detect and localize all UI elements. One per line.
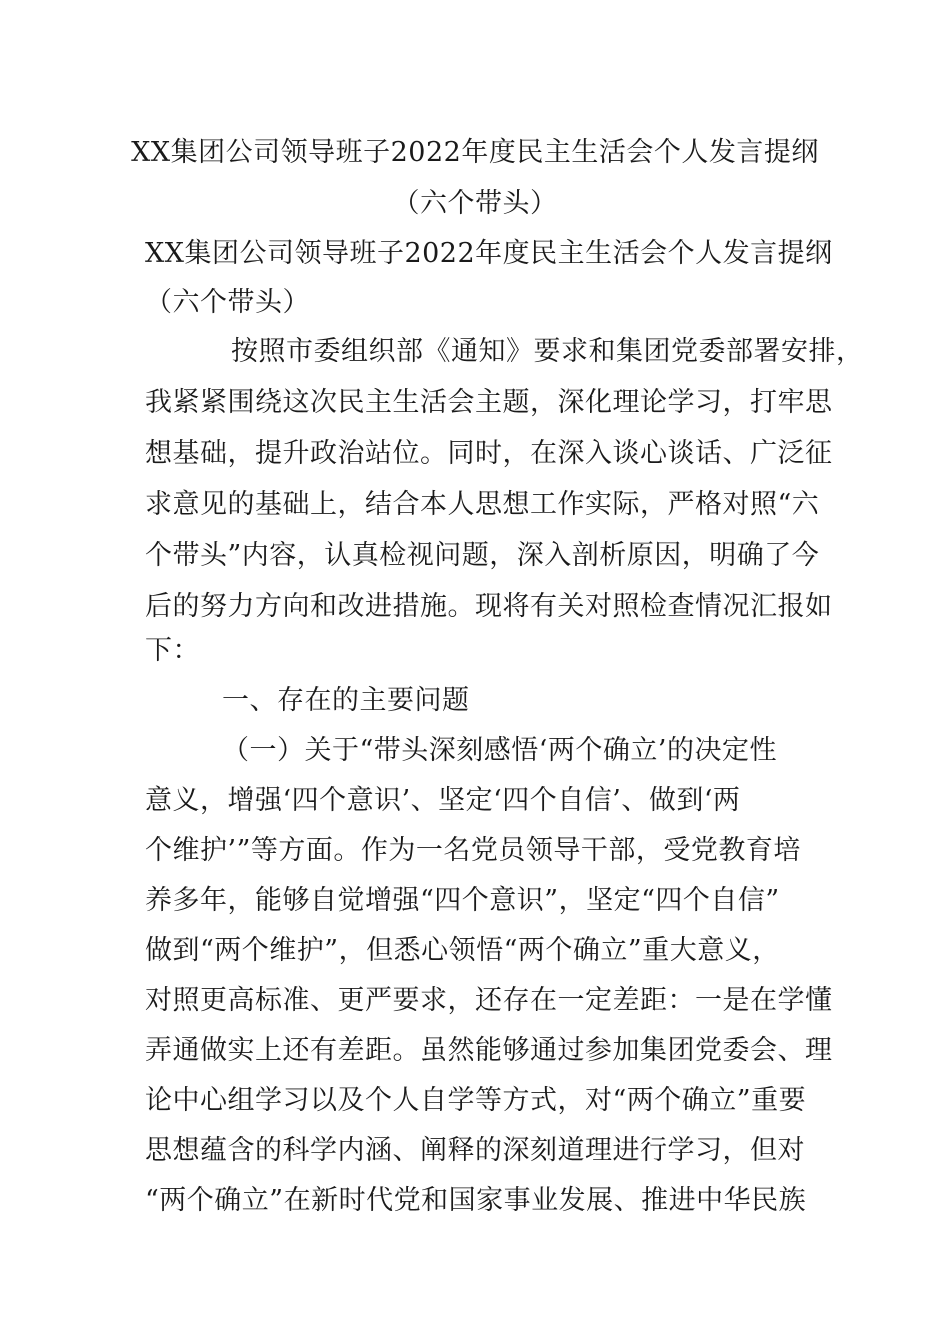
paragraph-2-line-3: 个维护’”等方面。作为一名党员领导干部，受党教育培 — [145, 835, 801, 866]
document-title-line-2: （六个带头） — [392, 188, 558, 219]
paragraph-2-line-7: 弄通做实上还有差距。虽然能够通过参加集团党委会、理 — [145, 1035, 833, 1066]
paragraph-2-line-8: 论中心组学习以及个人自学等方式，对“两个确立”重要 — [145, 1085, 807, 1116]
paragraph-1-line-5: 个带头”内容，认真检视问题，深入剖析原因，明确了今 — [145, 540, 820, 571]
paragraph-1-line-7: 下： — [145, 635, 200, 666]
paragraph-1-line-4: 求意见的基础上，结合本人思想工作实际，严格对照“六 — [145, 489, 820, 520]
paragraph-2-line-5: 做到“两个维护”，但悉心领悟“两个确立”重大意义， — [145, 935, 780, 966]
paragraph-1-line-3: 想基础，提升政治站位。同时，在深入谈心谈话、广泛征 — [145, 438, 833, 469]
subtitle-line-2: （六个带头） — [145, 287, 310, 318]
paragraph-1-line-1: 按照市委组织部《通知》要求和集团党委部署安排， — [231, 336, 864, 367]
paragraph-2-line-4: 养多年，能够自觉增强“四个意识”，坚定“四个自信” — [145, 885, 780, 916]
paragraph-2-line-1: （一）关于“带头深刻感悟‘两个确立’的决定性 — [222, 735, 777, 766]
paragraph-1-line-2: 我紧紧围绕这次民主生活会主题，深化理论学习，打牢思 — [145, 387, 833, 418]
paragraph-2-line-10: “两个确立”在新时代党和国家事业发展、推进中华民族 — [145, 1185, 807, 1216]
paragraph-2-line-6: 对照更高标准、更严要求，还存在一定差距：一是在学懂 — [145, 985, 833, 1016]
subtitle-line-1: XX集团公司领导班子2022年度民主生活会个人发言提纲 — [145, 238, 833, 269]
paragraph-2-line-9: 思想蕴含的科学内涵、阐释的深刻道理进行学习，但对 — [145, 1135, 805, 1166]
paragraph-2-line-2: 意义，增强‘四个意识’、坚定‘四个自信’、做到‘两 — [145, 785, 741, 816]
section-heading: 一、存在的主要问题 — [222, 685, 470, 716]
document-title-line-1: XX集团公司领导班子2022年度民主生活会个人发言提纲 — [131, 137, 819, 168]
paragraph-1-line-6: 后的努力方向和改进措施。现将有关对照检查情况汇报如 — [145, 591, 833, 622]
